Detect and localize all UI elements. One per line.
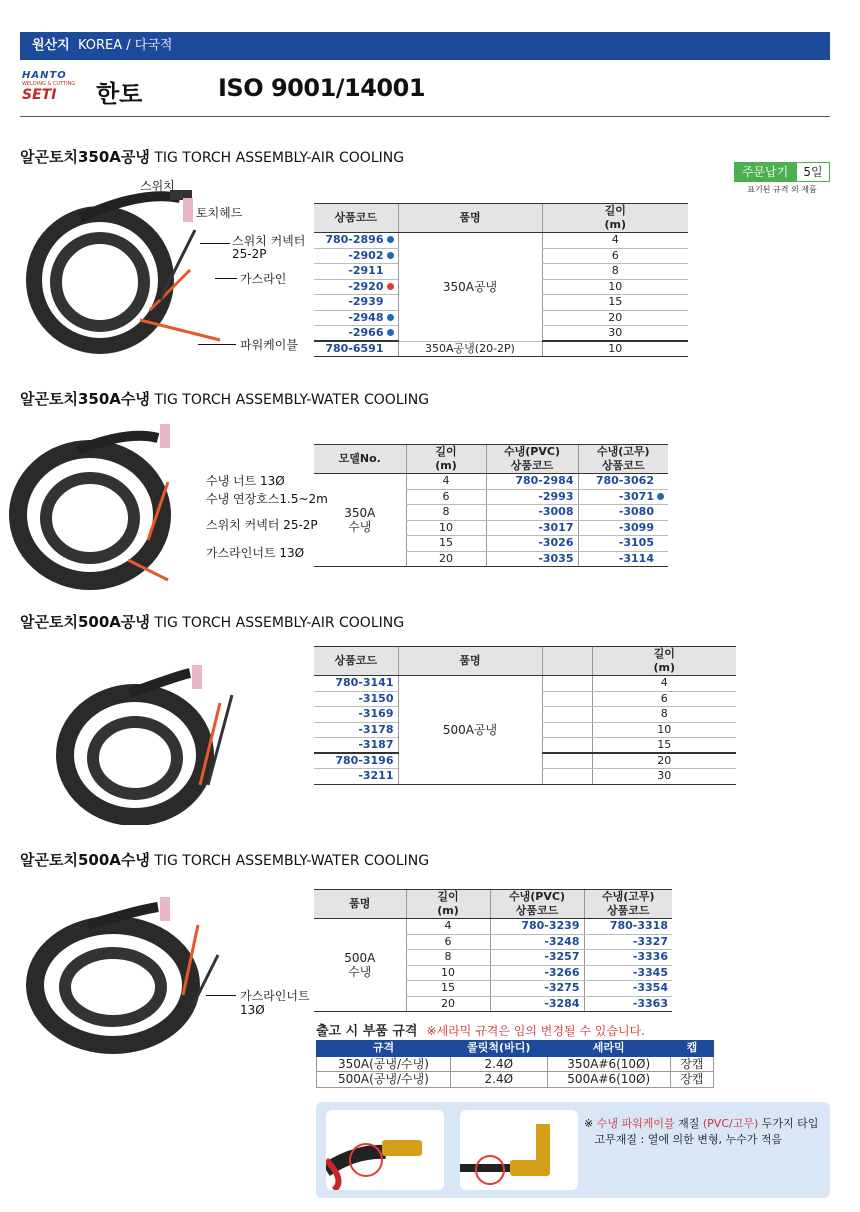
- brand-sub: WELDING & CUTTING: [22, 81, 76, 87]
- len-cell: 10: [542, 341, 688, 357]
- cable-note: [584, 1116, 818, 1148]
- parts-table: [316, 1040, 714, 1088]
- section-title-en: TIG TORCH ASSEMBLY-AIR COOLING: [154, 615, 405, 631]
- rubber-cable-photo: [460, 1110, 578, 1190]
- rubber-code: 780-3318: [584, 919, 672, 935]
- col-blank: [542, 647, 592, 676]
- torch-photo-350a-air: [20, 170, 230, 370]
- pvc-code: -3017: [486, 520, 578, 536]
- stock-dot: [387, 236, 394, 243]
- code-cell: -3178: [314, 722, 398, 738]
- code-cell: 780-3141: [314, 676, 398, 692]
- parts-row: [317, 1072, 714, 1088]
- rubber-code: -3080: [578, 505, 668, 521]
- len-cell: 30: [542, 326, 688, 342]
- pvc-code: -3248: [490, 934, 584, 950]
- section-title-ko: 알곤토치500A공냉: [20, 613, 150, 631]
- pvc-cable-photo: [326, 1110, 444, 1190]
- col-pvc-label: 수냉(PVC): [509, 890, 565, 903]
- len-cell: 8: [406, 950, 490, 966]
- table-350a-air: [314, 203, 688, 357]
- section-title-4: [20, 849, 429, 870]
- code-cell: 780-3196: [314, 753, 398, 769]
- col-length-unit: (m): [437, 904, 459, 917]
- table-350a-water: [314, 444, 668, 567]
- len-cell: 4: [592, 676, 736, 692]
- pvc-code: -3257: [490, 950, 584, 966]
- section-title-ko: 알곤토치500A수냉: [20, 851, 150, 869]
- code-text: 780-2896: [325, 233, 384, 247]
- brand-name: 한토: [96, 80, 143, 108]
- delivery-days: 5일: [796, 162, 830, 182]
- code-cell: -2939: [314, 295, 398, 311]
- collet-cell: 2.4Ø: [450, 1072, 547, 1088]
- col-rubber: [584, 890, 672, 919]
- table-row: [314, 341, 688, 357]
- name-cell: 500A공냉: [398, 676, 542, 785]
- label-switch-connector: 스위치 커넥터 25-2P: [206, 518, 318, 532]
- table-header-row: [314, 445, 668, 474]
- code-cell: -3211: [314, 769, 398, 785]
- code-cell: -3150: [314, 691, 398, 707]
- header-divider: [20, 116, 830, 117]
- note-mark: ※: [584, 1117, 594, 1130]
- blank-cell: [542, 676, 592, 692]
- table-header-row: [314, 647, 736, 676]
- label-water-nut: 수냉 너트 13Ø: [206, 474, 285, 488]
- pvc-code: 780-3239: [490, 919, 584, 935]
- col-length: [406, 445, 486, 474]
- iso-cert: ISO 9001/14001: [218, 74, 426, 102]
- col-code: 상품코드: [314, 204, 398, 233]
- col-length-label: 길이: [604, 204, 626, 217]
- col-cap: 캡: [670, 1041, 713, 1057]
- col-pvc-sub: 상품코드: [515, 904, 559, 917]
- label-water-hose: 수냉 연장호스1.5~2m: [206, 492, 328, 506]
- rubber-code: -3105: [578, 536, 668, 552]
- note-cable: 수냉 파워케이블: [596, 1117, 675, 1130]
- note-end: 두가지 타입: [761, 1117, 819, 1130]
- label-switch: 스위치: [140, 179, 175, 193]
- len-cell: 10: [406, 965, 490, 981]
- pointer-line: [198, 344, 236, 345]
- col-length-label: 길이: [653, 647, 675, 660]
- col-length-label: 길이: [437, 890, 459, 903]
- origin-label: 원산지: [32, 38, 70, 53]
- len-cell: 4: [406, 919, 490, 935]
- note-rubber: 고무재질 : 열에 의한 변형, 누수가 적음: [594, 1133, 783, 1146]
- code-cell: -3187: [314, 738, 398, 754]
- blank-cell: [542, 738, 592, 754]
- len-cell: 20: [406, 996, 490, 1012]
- table-header-row: [314, 890, 672, 919]
- section-title-ko: 알곤토치350A공냉: [20, 148, 150, 166]
- name-cell: 350A공냉(20-2P): [398, 341, 542, 357]
- blank-cell: [542, 722, 592, 738]
- table-500a-air: [314, 646, 736, 785]
- model-cell: [314, 919, 406, 1012]
- section-title-en: TIG TORCH ASSEMBLY-WATER COOLING: [154, 853, 430, 869]
- col-length: [592, 647, 736, 676]
- col-pvc: [490, 890, 584, 919]
- model-text: 500A: [344, 951, 376, 965]
- blank-cell: [542, 753, 592, 769]
- code-cell: [314, 248, 398, 264]
- table-row: [314, 474, 668, 490]
- pointer-line: [206, 995, 236, 996]
- label-torch-head: 토치헤드: [196, 206, 243, 220]
- cap-cell: 장캡: [670, 1072, 713, 1088]
- label-gas-line: 가스라인: [240, 272, 287, 286]
- table-header-row: [314, 204, 688, 233]
- rubber-code-text: -3071: [618, 489, 654, 503]
- col-code: 상품코드: [314, 647, 398, 676]
- col-model: 모델No.: [314, 445, 406, 474]
- len-cell: 6: [592, 691, 736, 707]
- note-types: (PVC/고무): [702, 1117, 759, 1130]
- len-cell: 4: [542, 233, 688, 249]
- len-cell: 20: [406, 551, 486, 567]
- section-title-1: [20, 146, 404, 167]
- col-length-unit: (m): [435, 459, 457, 472]
- label-power-cable: 파워케이블: [240, 338, 298, 352]
- parts-title: [316, 1020, 645, 1039]
- rubber-code: -3354: [584, 981, 672, 997]
- col-length-unit: (m): [604, 218, 627, 231]
- section-title-en: TIG TORCH ASSEMBLY-WATER COOLING: [154, 392, 430, 408]
- len-cell: 20: [542, 310, 688, 326]
- len-cell: 10: [542, 279, 688, 295]
- stock-dot: [657, 493, 664, 500]
- rubber-code: -3099: [578, 520, 668, 536]
- col-rubber-sub: 상품코드: [606, 904, 650, 917]
- cable-material-panel: [316, 1102, 830, 1198]
- col-rubber: [578, 445, 668, 474]
- col-collet: 콜릿척(바디): [450, 1041, 547, 1057]
- len-cell: 15: [592, 738, 736, 754]
- torch-photo-500a-air: [50, 655, 250, 825]
- section-title-en: TIG TORCH ASSEMBLY-AIR COOLING: [154, 150, 405, 166]
- origin-value: KOREA / 다국적: [77, 38, 173, 53]
- pointer-line: [215, 278, 237, 279]
- section-title-ko: 알곤토치350A수냉: [20, 390, 150, 408]
- col-name: 품명: [314, 890, 406, 919]
- len-cell: 15: [406, 536, 486, 552]
- delivery-label: 주문납기: [734, 162, 796, 182]
- len-cell: 20: [592, 753, 736, 769]
- col-name: 품명: [398, 204, 542, 233]
- len-cell: 8: [542, 264, 688, 280]
- label-gas-nut: 가스라인너트 13Ø: [206, 546, 305, 560]
- code-text: -2966: [348, 326, 384, 339]
- col-rubber-label: 수냉(고무): [601, 890, 655, 903]
- table-row: [314, 676, 736, 692]
- col-pvc: [486, 445, 578, 474]
- ceramic-cell: 350A#6(10Ø): [547, 1056, 670, 1072]
- spec-cell: 350A(공냉/수냉): [317, 1056, 451, 1072]
- model-cell: [314, 474, 406, 567]
- rubber-code: -3114: [578, 551, 668, 567]
- len-cell: 6: [406, 934, 490, 950]
- origin-bar: [20, 32, 830, 60]
- len-cell: 4: [406, 474, 486, 490]
- col-name: 품명: [398, 647, 542, 676]
- model-type: 수냉: [348, 965, 372, 979]
- delivery-note: 표기된 규격 외 제품: [747, 185, 817, 194]
- rubber-cable-image: [460, 1110, 578, 1190]
- pvc-code: -3284: [490, 996, 584, 1012]
- pointer-line: [200, 243, 230, 244]
- torch-photo-350a-water: [8, 420, 198, 590]
- pvc-code: -3275: [490, 981, 584, 997]
- label-switch-connector: 스위치 커넥터: [232, 234, 306, 248]
- rubber-code: -3327: [584, 934, 672, 950]
- rubber-code: -3345: [584, 965, 672, 981]
- stock-dot: [387, 314, 394, 321]
- len-cell: 15: [542, 295, 688, 311]
- len-cell: 8: [406, 505, 486, 521]
- label-gas-nut: 가스라인너트: [240, 989, 310, 1003]
- col-length: [542, 204, 688, 233]
- note-material: 재질: [678, 1117, 700, 1130]
- stock-dot: [387, 329, 394, 336]
- brand-en2: SETI: [22, 87, 57, 103]
- len-cell: 30: [592, 769, 736, 785]
- code-cell: [314, 279, 398, 295]
- pvc-code: -3035: [486, 551, 578, 567]
- rubber-code: -3336: [584, 950, 672, 966]
- table-row: [314, 233, 688, 249]
- pvc-code: -3266: [490, 965, 584, 981]
- pvc-code: 780-2984: [486, 474, 578, 490]
- stock-dot: [387, 283, 394, 290]
- pvc-cable-image: [326, 1110, 444, 1190]
- blank-cell: [542, 769, 592, 785]
- col-length-label: 길이: [435, 445, 457, 458]
- col-ceramic: 세라믹: [547, 1041, 670, 1057]
- torch-photo-500a-water: [18, 885, 238, 1055]
- parts-title-text: 출고 시 부품 규격: [316, 1024, 418, 1039]
- rubber-code: [578, 489, 668, 505]
- len-cell: 10: [406, 520, 486, 536]
- pvc-code: -2993: [486, 489, 578, 505]
- pvc-code: -3008: [486, 505, 578, 521]
- parts-row: [317, 1056, 714, 1072]
- delivery-badge: [734, 162, 830, 195]
- parts-header-row: [317, 1041, 714, 1057]
- code-cell: [314, 233, 398, 249]
- code-text: -2920: [348, 279, 384, 293]
- code-cell: -2911: [314, 264, 398, 280]
- code-cell: [314, 326, 398, 342]
- col-length: [406, 890, 490, 919]
- table-row: [314, 919, 672, 935]
- len-cell: 6: [406, 489, 486, 505]
- code-cell: 780-6591: [314, 341, 398, 357]
- stock-dot: [387, 252, 394, 259]
- code-text: -2948: [348, 310, 384, 324]
- col-rubber-label: 수냉(고무): [596, 445, 650, 458]
- spec-cell: 500A(공냉/수냉): [317, 1072, 451, 1088]
- col-length-unit: (m): [653, 661, 676, 674]
- rubber-code: 780-3062: [578, 474, 668, 490]
- code-cell: [314, 310, 398, 326]
- model-type: 수냉: [348, 520, 372, 534]
- pvc-code: -3026: [486, 536, 578, 552]
- col-pvc-sub: 상품코드: [510, 459, 554, 472]
- len-cell: 10: [592, 722, 736, 738]
- name-cell: 350A공냉: [398, 233, 542, 342]
- label-gas-nut-size: 13Ø: [240, 1003, 265, 1017]
- len-cell: 6: [542, 248, 688, 264]
- col-pvc-label: 수냉(PVC): [504, 445, 560, 458]
- len-cell: 8: [592, 707, 736, 723]
- col-spec: 규격: [317, 1041, 451, 1057]
- parts-note: ※세라믹 규격은 임의 변경될 수 있습니다.: [426, 1024, 645, 1038]
- collet-cell: 2.4Ø: [450, 1056, 547, 1072]
- brand-en: HANTO: [22, 70, 67, 81]
- section-title-2: [20, 388, 429, 409]
- ceramic-cell: 500A#6(10Ø): [547, 1072, 670, 1088]
- code-cell: -3169: [314, 707, 398, 723]
- label-connector-spec: 25-2P: [232, 247, 267, 261]
- len-cell: 15: [406, 981, 490, 997]
- cap-cell: 장캡: [670, 1056, 713, 1072]
- model-text: 350A: [344, 506, 376, 520]
- col-rubber-sub: 상품코드: [601, 459, 645, 472]
- blank-cell: [542, 707, 592, 723]
- table-500a-water: [314, 889, 672, 1012]
- code-text: -2902: [348, 248, 384, 262]
- section-title-3: [20, 611, 404, 632]
- brand-logo: [22, 70, 92, 106]
- blank-cell: [542, 691, 592, 707]
- rubber-code: -3363: [584, 996, 672, 1012]
